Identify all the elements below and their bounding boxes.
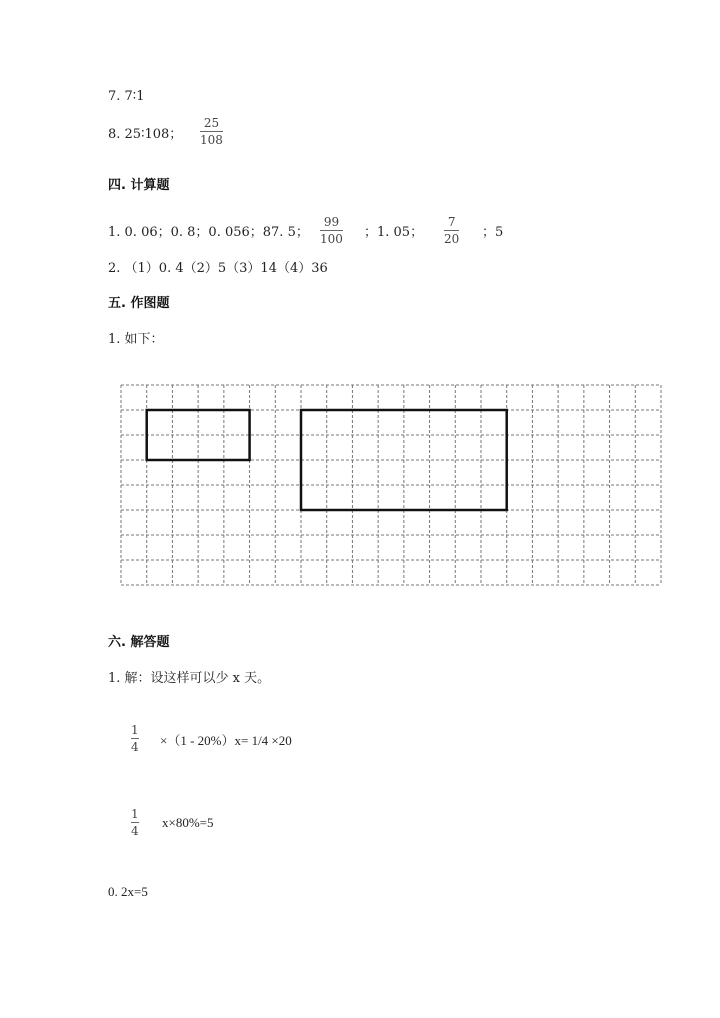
fraction-bar [320, 230, 343, 231]
drawing-grid [120, 384, 662, 586]
fraction-1-4 [131, 723, 139, 754]
grid-lines [121, 385, 661, 585]
fraction-7-20 [444, 215, 459, 246]
answer-7: 7. 7∶1 [108, 89, 145, 104]
fraction-numerator: 1 [131, 723, 139, 737]
fraction-bar [131, 738, 139, 739]
calc-1-middle: ；1. 05； [364, 225, 424, 240]
fraction-denominator: 4 [131, 740, 139, 754]
fraction-numerator: 7 [447, 215, 456, 229]
answer-1-intro: 1. 解：设这样可以少 x 天。 [108, 671, 271, 686]
equation-3: 0. 2x=5 [108, 884, 148, 899]
draw-1: 1. 如下： [108, 332, 164, 347]
section-4-title: 四. 计算题 [108, 178, 170, 193]
section-5-title: 五. 作图题 [108, 296, 170, 311]
fraction-bar [200, 131, 223, 132]
fraction-numerator: 1 [131, 807, 139, 821]
fraction-denominator: 20 [444, 232, 460, 246]
equation-2: x×80%=5 [162, 815, 214, 830]
fraction-numerator: 99 [323, 215, 340, 229]
fraction-numerator: 25 [203, 116, 220, 130]
fraction-25-108 [200, 116, 223, 147]
fraction-bar [131, 822, 139, 823]
fraction-bar [444, 230, 459, 231]
answer-8: 8. 25∶108； [108, 127, 183, 142]
calc-1-suffix: ；5 [482, 225, 504, 240]
fraction-99-100 [320, 215, 343, 246]
section-6-title: 六. 解答题 [108, 635, 170, 650]
fraction-denominator: 4 [131, 824, 139, 838]
calc-1-prefix: 1. 0. 06；0. 8；0. 056；87. 5； [108, 225, 309, 240]
fraction-denominator: 100 [320, 232, 343, 246]
calc-2: 2. （1）0. 4（2）5（3）14（4）36 [108, 261, 328, 276]
equation-1: ×（1 - 20%）x= 1/4 ×20 [160, 733, 292, 748]
fraction-1-4 [131, 807, 139, 838]
fraction-denominator: 108 [200, 133, 223, 147]
